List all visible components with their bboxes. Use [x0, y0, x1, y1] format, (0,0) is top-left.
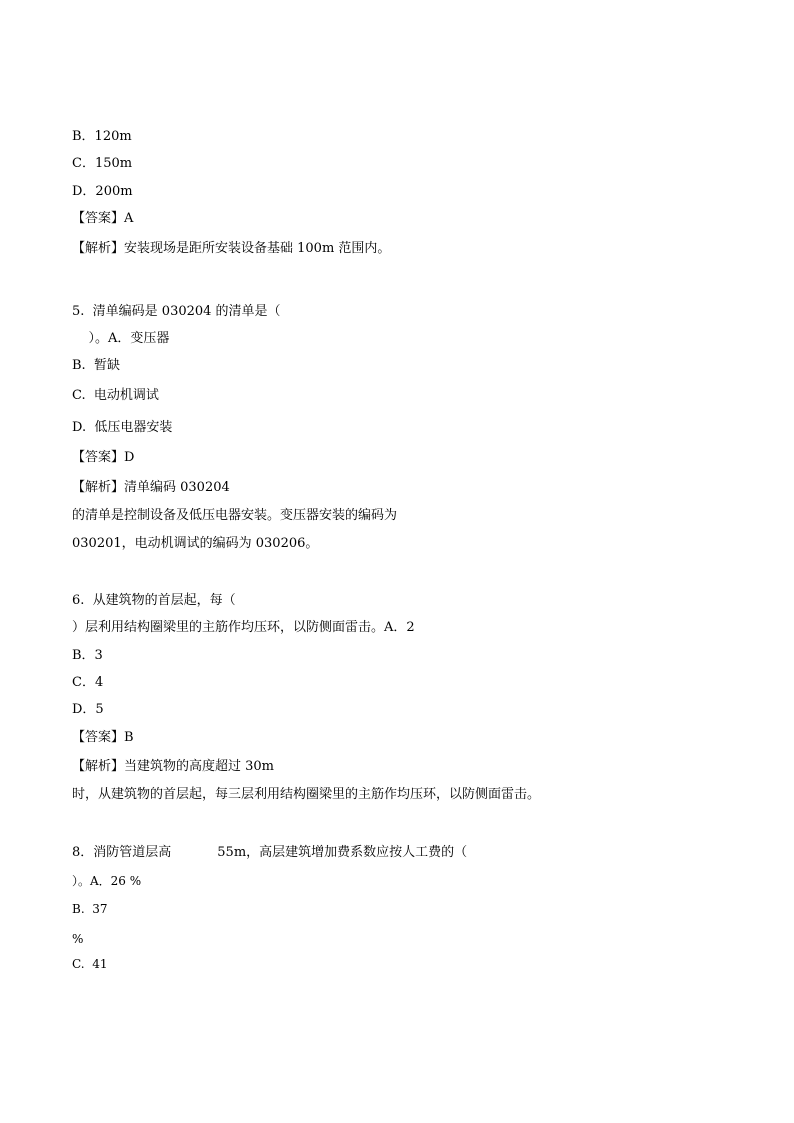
q6-answer: 【答案】B [72, 730, 134, 745]
q6-analysis-line-1: 【解析】当建筑物的高度超过 30m [72, 759, 275, 774]
q5-option-c: C. 电动机调试 [72, 388, 159, 403]
q4-answer: 【答案】A [72, 211, 134, 226]
q5-analysis-line-3: 030201，电动机调试的编码为 030206。 [72, 536, 319, 551]
q5-option-b: B. 暂缺 [72, 358, 120, 373]
q8-stem-part-1: 8．消防管道层高 [72, 845, 172, 860]
q8-option-b: B. 37 [72, 902, 108, 916]
q6-analysis-line-2: 时，从建筑物的首层起，每三层利用结构圈梁里的主筋作均压环，以防侧面雷击。 [72, 787, 541, 802]
q4-analysis: 【解析】安装现场是距所安装设备基础 100m 范围内。 [72, 241, 391, 256]
q5-stem: 5. 清单编码是 030204 的清单是（ [72, 304, 281, 319]
q5-analysis-line-2: 的清单是控制设备及低压电器安装。变压器安装的编码为 [72, 508, 398, 523]
q8-stem [72, 845, 467, 861]
q5-stem-continued: ）。A．变压器 [72, 331, 170, 346]
q4-option-b: B．120m [72, 129, 132, 144]
q8-option-c: C. 41 [72, 957, 108, 971]
q8-stem-continued: ）。A．26 % [72, 874, 142, 888]
q4-option-d: D．200m [72, 184, 133, 199]
q4-option-c: C．150m [72, 156, 133, 171]
q5-analysis-line-1: 【解析】清单编码 030204 [72, 480, 230, 495]
q6-stem-continued: ）层利用结构圈梁里的主筋作均压环，以防侧面雷击。A．2 [72, 620, 415, 635]
q6-option-b: B．3 [72, 648, 103, 663]
q6-stem: 6. 从建筑物的首层起，每（ [72, 593, 236, 608]
q5-option-d: D. 低压电器安装 [72, 420, 173, 435]
q5-answer: 【答案】D [72, 450, 135, 465]
q8-option-b-unit: % [72, 932, 84, 946]
q6-option-c: C．4 [72, 675, 104, 690]
q6-option-d: D．5 [72, 702, 104, 717]
q8-stem-part-2: 55m，高层建筑增加费系数应按人工费的（ [217, 845, 468, 860]
